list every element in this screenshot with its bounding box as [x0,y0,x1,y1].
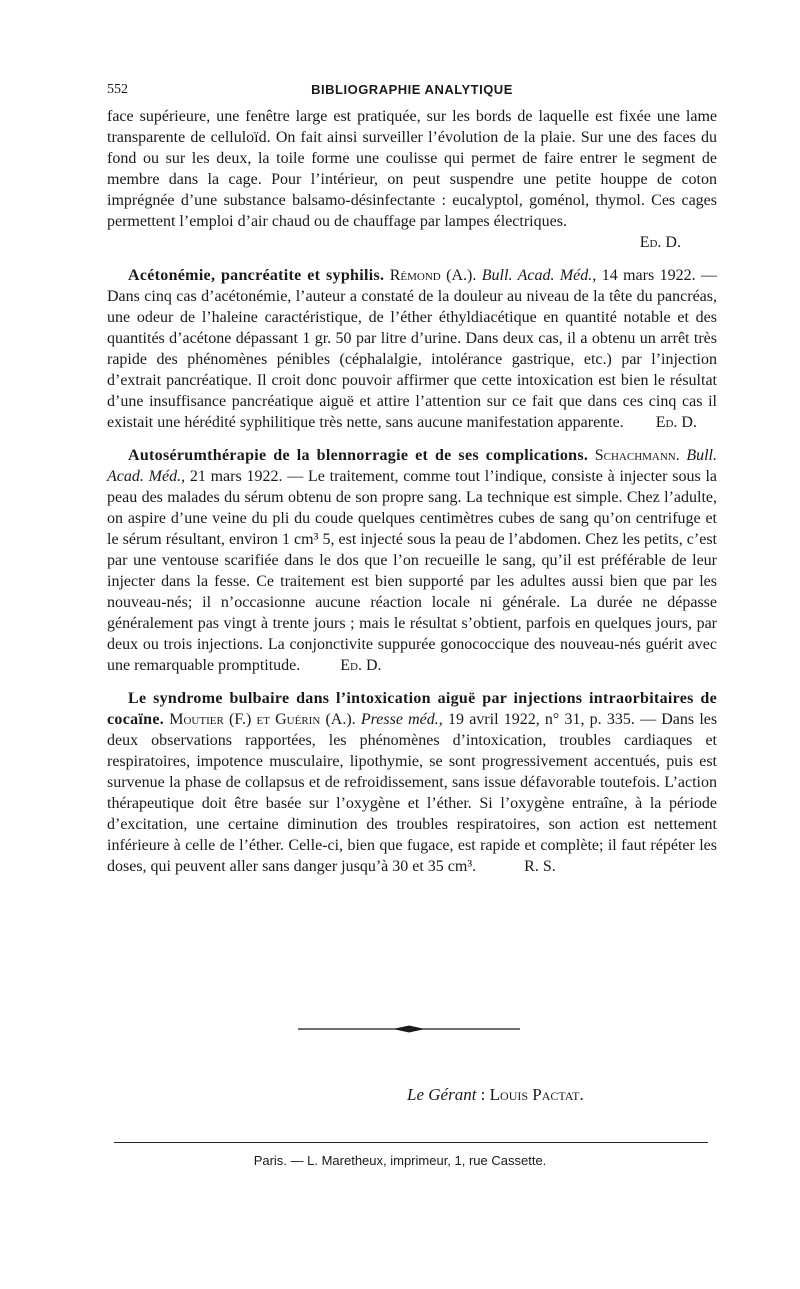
gerant-line [407,1085,584,1105]
signature: R. S. [524,858,556,875]
signature: Ed. D. [639,234,681,251]
entry-title: Acétonémie, pancréatite et syphilis. [128,267,385,284]
page-body [107,106,717,877]
gerant-separator: : [476,1085,490,1104]
entry-date: 21 mars 1922. [189,468,283,485]
signature: Ed. D. [340,657,382,674]
bibliography-entry [107,688,717,877]
printer-imprint: Paris. — L. Maretheux, imprimeur, 1, rue Cassette. [253,1153,547,1168]
entry-author: Schachmann. [594,447,680,464]
running-head: BIBLIOGRAPHIE ANALYTIQUE [311,82,513,97]
bibliography-entry [107,445,717,676]
section-end-ornament [298,1024,520,1034]
entry-author: Rémond (A.). [389,267,477,284]
entry-source: Bull. Acad. Méd., [107,447,717,485]
gerant-label: Le Gérant [407,1085,477,1104]
entry-text: — Dans cinq cas d’acétonémie, l’auteur a constaté de la douleur au niveau de la tête du pancréas, une odeur de l’haleine caractéristique, de l’éther éthyldiacétique en quantité notable et des quantités d’acétone dépassant 1 gr. 50 par litre d’urine. Dans deux cas, il a obtenu un arrêt très rapide des phénomènes pénibles (céphalalgie, intolérance gastrique, etc.) par l’injection d’extrait pancréatique. Il croit donc pouvoir affirmer que cette intoxication est bien le résultat d’une insuffisance pancréatique aiguë et attire l’attention sur ce fait que dans ces cinq cas il existait une hérédité syphilitique très nette, sans aucune manifestation apparente. [107,267,718,431]
gerant-name: Louis Pactat. [489,1085,584,1104]
entry-source: Bull. Acad. Méd., [481,267,597,284]
continuation-block [107,106,717,253]
page-header [107,82,717,102]
continuation-text: face supérieure, une fenêtre large est pratiquée, sur les bords de laquelle est fixée une lame transparente de celluloïd. On fait ainsi surveiller l’évolution de la plaie. Sur une des faces du fond ou sur les deux, la toile forme une coulisse qui permet de faire entrer le segment de membre dans la cage. Pour l’intérieur, on peut suspendre une petite houppe de coton imprégnée d’une substance balsamo-désinfectante : eucalyptol, goménol, thymol. Ces cages permettent l’emploi d’air chaud ou de chauffage par lampes électriques. [107,108,717,230]
entry-paragraph [107,445,717,676]
entry-title: Autosérumthérapie de la blennorragie et de ses complications. [128,447,589,464]
entry-source: Presse méd., [360,711,443,728]
entry-text: — Dans les deux observations rapportées, les phénomènes d’intoxication, troubles cardiaques et respiratoires, impotence musculaire, lipothymie, se sont progressivement accentués, puis est survenue la phase de collapsus et de refroidissement, sans issue défavorable toutefois. L’action thérapeutique doit être basée sur l’oxygène et l’éther. Si l’oxygène entraîne, à la période d’excitation, une certaine diminution des troubles respiratoires, son action est nettement inférieure à celle de l’éther. Celle-ci, bien que fugace, est rapide et complète; il faut répéter les doses, qui peuvent aller sans danger jusqu’à 30 et 35 cm³. [107,711,718,875]
entry-date: 14 mars 1922. [601,267,696,284]
footer-rule [114,1142,708,1143]
entry-author: Moutier (F.) et Guérin (A.). [169,711,356,728]
page-number: 552 [107,82,128,97]
entry-title: Le syndrome bulbaire dans l’intoxication aiguë par injections intraorbitaires de cocaïne. [107,690,717,728]
entry-paragraph [107,688,717,877]
entry-date: 19 avril 1922, n° 31, p. 335. [448,711,635,728]
bibliography-entry [107,265,717,433]
entry-text: — Le traitement, comme tout l’indique, consiste à injecter sous la peau des malades du sérum obtenu de son propre sang. La technique est simple. Chez l’adulte, on aspire d’une veine du pli du coude quelques centimètres cubes de sang qu’on centrifuge et le sérum résultant, environ 1 cm³ 5, est injecté sous la peau de l’abdomen. Chez les petits, c’est par une ventouse scarifiée dans le dos que l’on recueille le sang, qu’il est préférable de leur injecter dans la fesse. Ce traitement est bien supporté par les adultes aussi bien que par les nouveau-nés; il n’occasionne aucune réaction locale ni générale. La durée ne dépasse généralement pas vingt à trente jours ; mais le résultat s’obtient, parfois en quelques jours, par deux ou trois injections. La conjonctivite suppurée gonococcique des nouveau-nés guérit avec une remarquable promptitude. [107,468,717,674]
signature: Ed. D. [655,414,697,431]
entry-paragraph [107,265,717,433]
